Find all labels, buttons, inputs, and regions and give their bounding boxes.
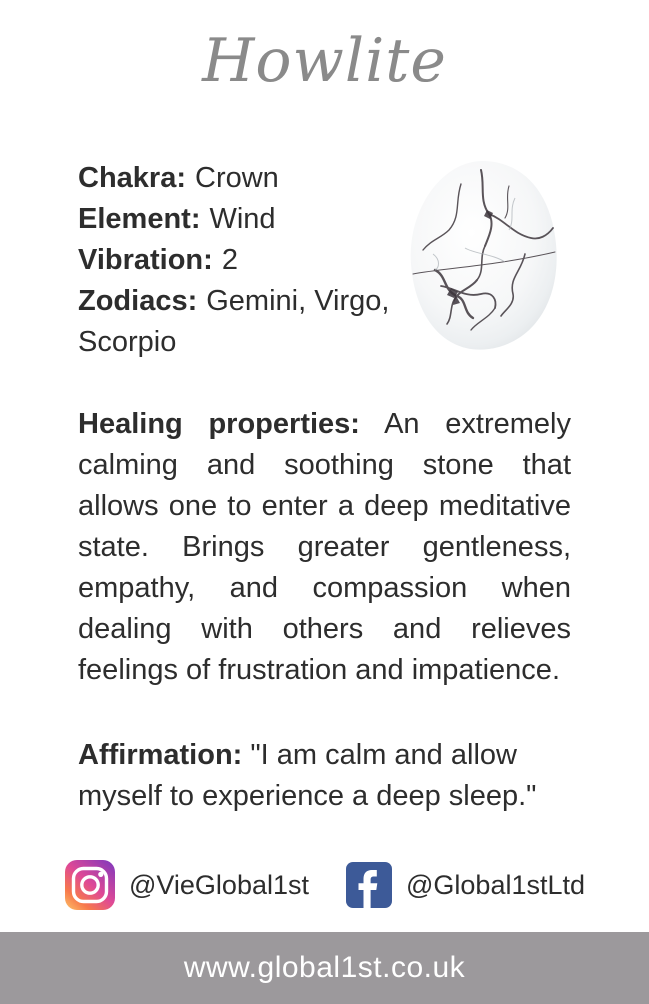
- healing-properties-label: Healing properties:: [78, 408, 360, 440]
- facebook-icon: [345, 861, 393, 909]
- property-label: Vibration:: [78, 244, 213, 276]
- instagram-icon: [64, 859, 116, 911]
- affirmation-paragraph: [78, 735, 571, 817]
- footer-bar: [0, 932, 649, 1004]
- instagram-link[interactable]: [64, 859, 309, 911]
- page-title: Howlite: [202, 26, 447, 96]
- properties-and-image-row: [78, 158, 571, 363]
- property-value: Wind: [209, 203, 276, 235]
- facebook-handle[interactable]: @Global1stLtd: [406, 869, 586, 900]
- affirmation-label: Affirmation:: [78, 739, 243, 771]
- instagram-handle[interactable]: @VieGlobal1st: [128, 869, 309, 900]
- property-vibration: [78, 244, 238, 276]
- howlite-stone-image: [405, 158, 563, 359]
- property-value: 2: [221, 244, 238, 276]
- property-label: Chakra:: [78, 162, 186, 194]
- social-row: [78, 859, 586, 911]
- property-label: Element:: [78, 203, 201, 235]
- property-element: [78, 203, 276, 235]
- healing-properties-text: An extremely calming and soothing stone that allows one to enter a deep meditative state. Brings greater gentleness, empathy, and compassion when dealing with others and relieves feelings of frustration and impatience.: [78, 408, 571, 686]
- properties-list: [78, 158, 405, 363]
- property-label: Zodiacs:: [78, 285, 198, 317]
- affirmation-text: "I am calm and allow myself to experience a deep sleep.": [78, 739, 537, 812]
- property-value: Crown: [195, 162, 279, 194]
- card-body: [0, 100, 649, 911]
- property-zodiacs: [78, 285, 389, 358]
- facebook-link[interactable]: [345, 861, 585, 909]
- howlite-stone-svg: [405, 158, 563, 354]
- footer-website-url[interactable]: www.global1st.co.uk: [183, 951, 466, 984]
- property-value: Gemini, Virgo, Scorpio: [78, 285, 390, 358]
- healing-properties-paragraph: [78, 404, 571, 691]
- property-chakra: [78, 162, 279, 194]
